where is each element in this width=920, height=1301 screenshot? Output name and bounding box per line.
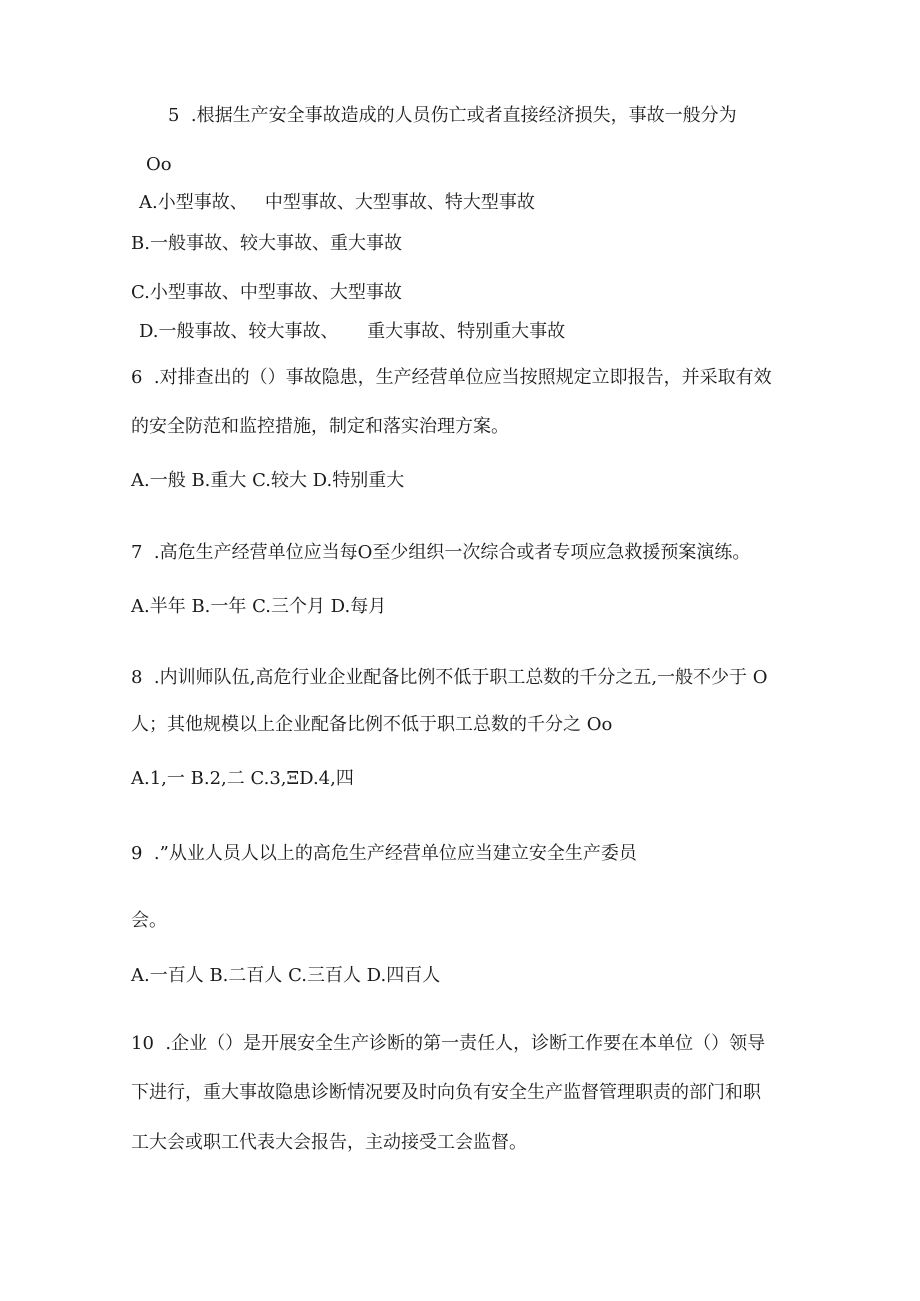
question-8-options: A.1,一 B.2,二 C.3,ΞD.4,四 [131, 768, 354, 789]
question-9-options: A.一百人 B.二百人 C.三百人 D.四百人 [131, 965, 441, 986]
question-8-text-cont: 人；其他规模以上企业配备比例不低于职工总数的千分之 Oo [131, 714, 613, 735]
question-7-options: A.半年 B.一年 C.三个月 D.每月 [131, 596, 387, 617]
question-5-option-d: D.一般事故、较大事故、 重大事故、特别重大事故 [139, 321, 566, 342]
question-10-text-cont-1: 下进行，重大事故隐患诊断情况要及时向负有安全生产监督管理职责的部门和职 [131, 1082, 761, 1103]
question-10-text: 10 .企业（）是开展安全生产诊断的第一责任人，诊断工作要在本单位（）领导 [131, 1033, 766, 1054]
question-5-option-b: B.一般事故、较大事故、重大事故 [131, 233, 402, 254]
question-5-option-a: A.小型事故、 中型事故、大型事故、特大型事故 [139, 192, 535, 213]
question-6-text-cont: 的安全防范和监控措施，制定和落实治理方案。 [131, 416, 509, 437]
question-10-text-cont-2: 工大会或职工代表大会报告，主动接受工会监督。 [131, 1132, 527, 1153]
question-8-text: 8 .内训师队伍,高危行业企业配备比例不低于职工总数的千分之五,一般不少于 O [131, 667, 768, 688]
question-7-text: 7 .高危生产经营单位应当每O至少组织一次综合或者专项应急救援预案演练。 [131, 542, 751, 563]
question-5-text: 5 .根据生产安全事故造成的人员伤亡或者直接经济损失，事故一般分为 [168, 105, 737, 126]
question-5-option-c: C.小型事故、中型事故、大型事故 [131, 282, 402, 303]
question-5-text-cont: Oo [146, 154, 172, 175]
question-9-text-cont: 会。 [131, 910, 167, 931]
question-6-text: 6 .对排查出的（）事故隐患，生产经营单位应当按照规定立即报告，并采取有效 [131, 367, 772, 388]
question-6-options: A.一般 B.重大 C.较大 D.特别重大 [131, 470, 405, 491]
question-9-text: 9 .”从业人员人以上的高危生产经营单位应当建立安全生产委员 [131, 843, 637, 864]
